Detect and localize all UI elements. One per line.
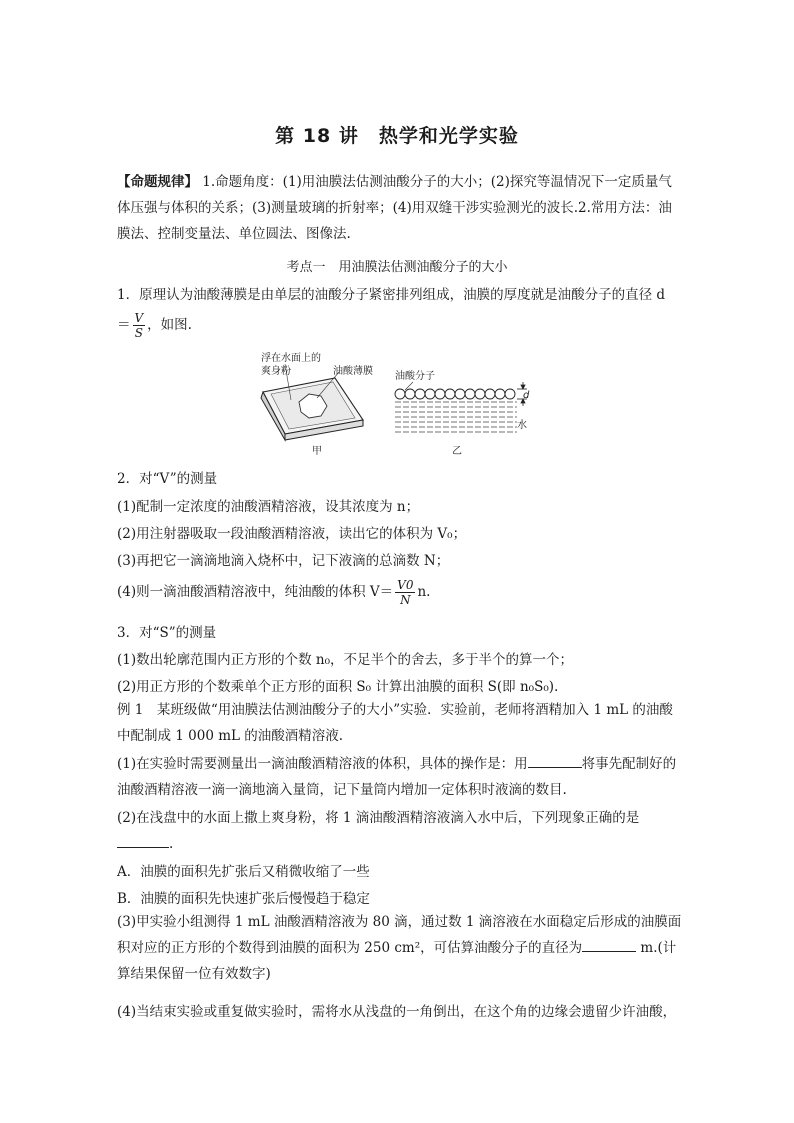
label-powder-2: 爽身粉 <box>261 366 291 377</box>
water-lines <box>395 402 517 432</box>
principle-line: 1．原理认为油酸薄膜是由单层的油酸分子紧密排列组成，油膜的厚度就是油酸分子的直径 d <box>117 287 666 303</box>
v-step-4: (4)则一滴油酸酒精溶液中，纯油酸的体积 V＝ $\frac{V0}{N}$ n. <box>117 578 431 607</box>
question-3: (3)甲实验小组测得 1 mL 油酸酒精溶液为 80 滴，通过数 1 滴溶液在水面稳定后形成的油膜面积对应的正方形的个数得到油膜的面积为 250 cm²，可估算油酸分子的直径为 m.(计算结果保留一位有效数字) <box>117 914 682 982</box>
v-step-2: (2)用注射器吸取一段油酸酒精溶液，读出它的体积为 V₀； <box>117 526 467 542</box>
s-step-2: (2)用正方形的个数乘单个正方形的面积 S₀ 计算出油膜的面积 S(即 n₀S₀). <box>117 679 559 695</box>
answer-blank-3[interactable] <box>582 937 636 952</box>
principle-formula: ＝ $\frac{V}{S}$ ，如图. <box>117 311 192 340</box>
caption-jia: 甲 <box>312 446 322 457</box>
v-measurement-heading: 2．对“V”的测量 <box>117 471 218 487</box>
example-1-intro: 例 1 某班级做“用油膜法估测油酸分子的大小”实验．实验前，老师将酒精加入 1 mL 的油酸中配制成 1 000 mL 的油酸酒精溶液. <box>117 702 673 744</box>
v-step-3: (3)再把它一滴滴地滴入烧杯中，记下液滴的总滴数 N； <box>117 553 450 569</box>
answer-blank-1[interactable] <box>528 753 582 768</box>
option-a: A．油膜的面积先扩张后又稍微收缩了一些 <box>117 864 370 880</box>
label-oil-molecule: 油酸分子 <box>395 371 435 382</box>
page-title: 第 18 讲 热学和光学实验 <box>275 125 519 147</box>
s-measurement-heading: 3．对“S”的测量 <box>117 625 217 641</box>
option-b: B．油膜的面积先快速扩张后慢慢趋于稳定 <box>117 891 370 907</box>
label-powder-1: 浮在水面上的 <box>261 353 321 364</box>
s-step-1: (1)数出轮廓范围内正方形的个数 n₀，不足半个的舍去，多于半个的算一个； <box>117 652 574 668</box>
diameter-fraction: $\frac{V}{S}$ <box>134 311 144 340</box>
answer-blank-2[interactable] <box>117 833 169 848</box>
molecule-row <box>395 389 515 399</box>
volume-fraction: $\frac{V0}{N}$ <box>397 578 414 607</box>
v-step-1: (1)配制一定浓度的油酸酒精溶液，设其浓度为 n； <box>117 499 420 515</box>
experiment-figure <box>255 350 545 460</box>
intro-label: 【命题规律】 <box>117 174 198 190</box>
section-heading: 考点一 用油膜法估测油酸分子的大小 <box>286 260 508 275</box>
intro-text: 1.命题角度：(1)用油膜法估测油酸分子的大小；(2)探究等温情况下一定质量气体压强与体积的关系；(3)测量玻璃的折射率；(4)用双缝干涉实验测光的波长.2.常用方法：油膜法、控制变量法、单位圆法、图像法. <box>117 174 672 242</box>
caption-yi: 乙 <box>452 446 462 457</box>
label-oil-film: 油酸薄膜 <box>333 366 373 377</box>
intro-paragraph <box>117 169 683 247</box>
question-4: (4)当结束实验或重复做实验时，需将水从浅盘的一角倒出，在这个角的边缘会遗留少许油酸， <box>117 1004 677 1020</box>
question-2: (2)在浅盘中的水面上撒上爽身粉，将 1 滴油酸酒精溶液滴入水中后，下列现象正确的是 . <box>117 810 640 852</box>
question-1: (1)在实验时需要测量出一滴油酸酒精溶液的体积，具体的操作是：用 将事先配制好的油酸酒精溶液一滴一滴地滴入量筒，记下量筒内增加一定体积时液滴的数目. <box>117 751 683 803</box>
label-water: 水 <box>517 420 527 431</box>
molecule-illustration <box>395 369 530 457</box>
label-d: d <box>523 390 530 401</box>
tray-illustration <box>261 351 373 457</box>
